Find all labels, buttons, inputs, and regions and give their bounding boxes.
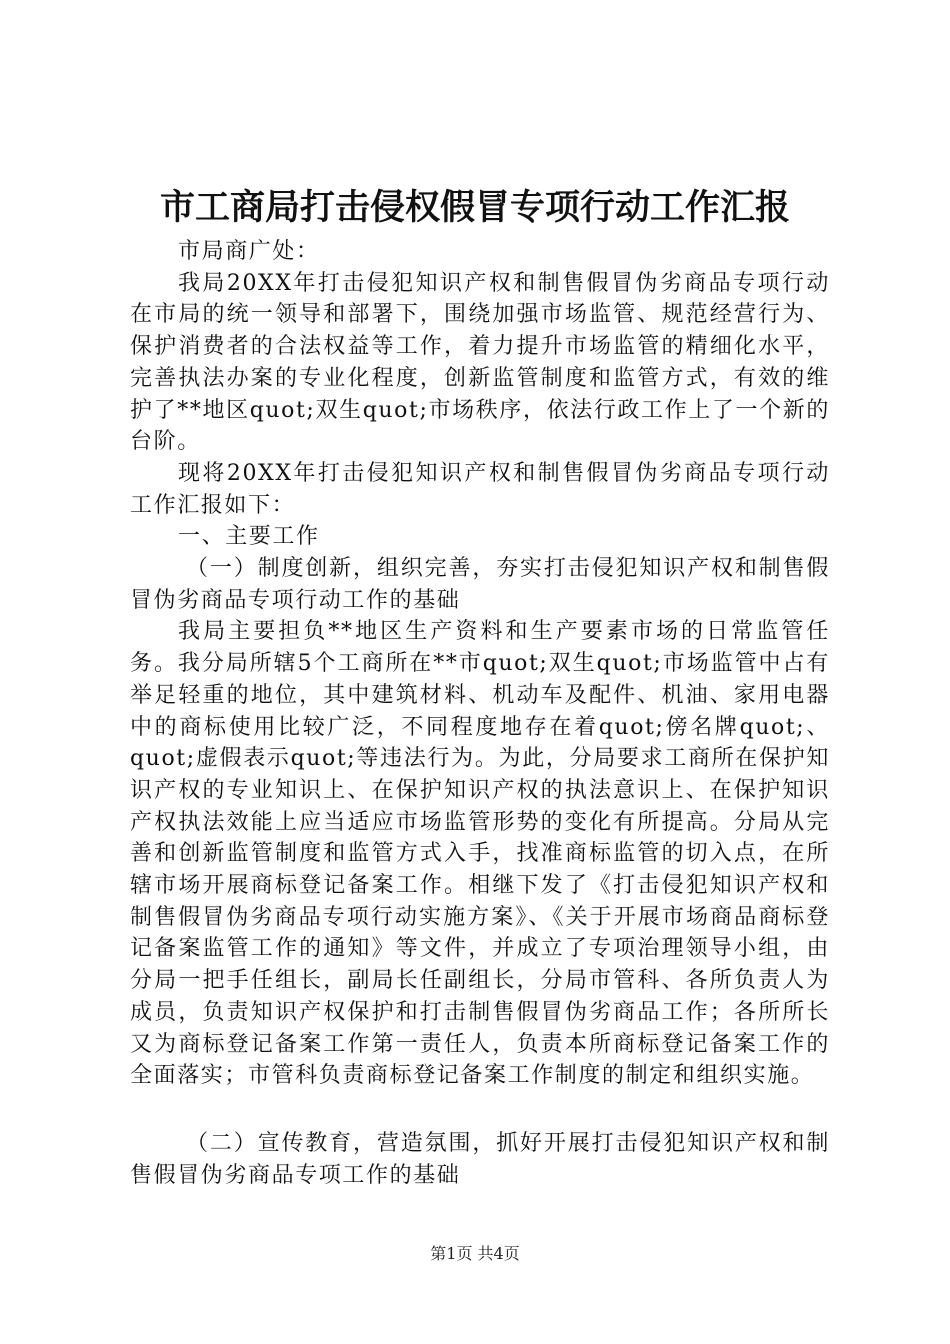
section-heading: 一、主要工作 (178, 524, 320, 550)
report-lead-paragraph: 现将20XX年打击侵犯知识产权和制售假冒伪劣商品专项行动工作汇报如下： (130, 460, 830, 518)
page-number: 第1页 (430, 1244, 473, 1263)
page-footer (0, 1243, 950, 1265)
intro-paragraph: 我局20XX年打击侵犯知识产权和制售假冒伪劣商品专项行动在市局的统一领导和部署下，围绕加强市场监管、规范经营行为、保护消费者的合法权益等工作，着力提升市场监管的精细化水平，完善执法办案的专业化程度，创新监管制度和监管方式，有效的维护了**地区quot;双生quot;市场秩序，依法行政工作上了一个新的台阶。 (130, 270, 830, 455)
document-title: 市工商局打击侵权假冒专项行动工作汇报 (159, 187, 790, 228)
document-body (130, 236, 830, 1191)
subsection-heading: （一）制度创新，组织完善，夯实打击侵犯知识产权和制售假冒伪劣商品专项行动工作的基础 (130, 556, 830, 613)
subsection-heading: （二）宣传教育，营造氛围，抓好开展打击侵犯知识产权和制售假冒伪劣商品专项工作的基础 (130, 1130, 830, 1188)
page-total: 共4页 (477, 1244, 520, 1263)
body-paragraph: 我局主要担负**地区生产资料和生产要素市场的日常监管任务。我分局所辖5个工商所在**市quot;双生quot;市场监管中占有举足轻重的地位，其中建筑材料、机动车及配件、机油、家用电器中的商标使用比较广泛，不同程度地存在着quot;傍名牌quot;、quot;虚假表示quot;等违法行为。为此，分局要求工商所在保护知识产权的专业知识上、在保护知识产权的执法意识上、在保护知识产权执法效能上应当适应市场监管形势的变化有所提高。分局从完善和创新监管制度和监管方式入手，找准商标监管的切入点，在所辖市场开展商标登记备案工作。相继下发了《打击侵犯知识产权和制售假冒伪劣商品专项行动实施方案》、《关于开展市场商品商标登记备案监管工作的通知》等文件，并成立了专项治理领导小组，由分局一把手任组长，副局长任副组长，分局市管科、各所负责人为成员，负责知识产权保护和打击制售假冒伪劣商品工作；各所所长又为商标登记备案工作第一责任人，负责本所商标登记备案工作的全面落实；市管科负责商标登记备案工作制度的制定和组织实施。 (130, 619, 830, 1089)
salutation: 市局商广处： (178, 239, 320, 264)
